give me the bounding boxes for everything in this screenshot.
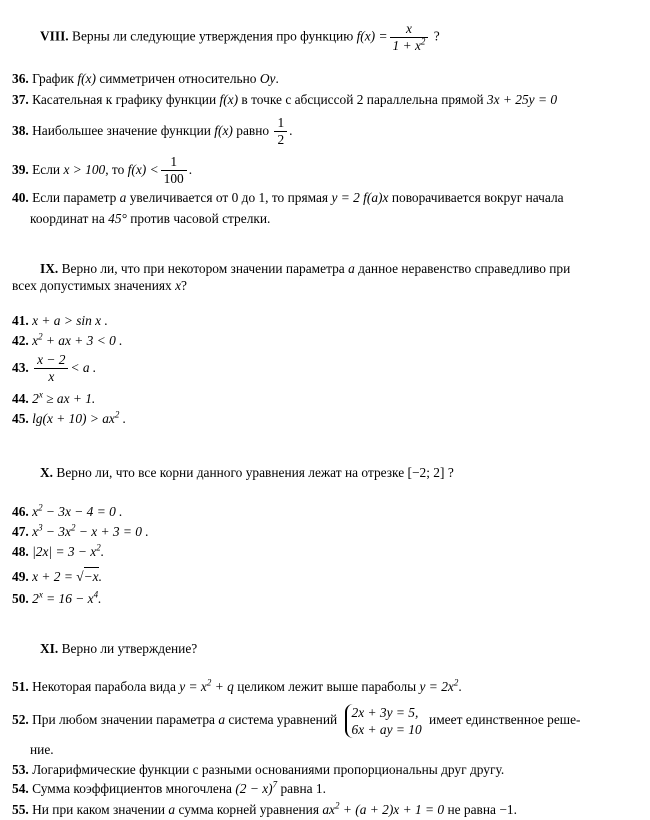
system-equation-1: 2x + 3y = 5, bbox=[351, 704, 419, 720]
equation bbox=[32, 544, 104, 559]
inequality bbox=[32, 391, 95, 406]
section-9-text: данное неравенство справедливо при bbox=[358, 261, 571, 276]
fraction-numerator: 1 bbox=[161, 155, 187, 171]
question-text: Если параметр bbox=[32, 190, 117, 205]
section-9-heading-continuation bbox=[12, 278, 187, 294]
parameter: a bbox=[119, 190, 127, 205]
equation bbox=[32, 567, 102, 584]
question-number: 40. bbox=[12, 190, 29, 205]
question-text: При любом значении параметра bbox=[32, 712, 215, 727]
section-11-title: XI. bbox=[40, 641, 59, 656]
question-text: Наибольшее значение функции bbox=[32, 123, 211, 138]
question-text: Ни при каком значении bbox=[32, 802, 166, 817]
term: |2x| = 3 − x bbox=[32, 544, 97, 559]
term: + q bbox=[214, 679, 234, 694]
fraction-numerator: x − 2 bbox=[34, 353, 68, 369]
section-9-text: Верно ли, что при некотором значении параметра bbox=[61, 261, 345, 276]
radicand: −x bbox=[83, 569, 99, 584]
parameter: a bbox=[348, 261, 355, 276]
question-52-continuation bbox=[30, 742, 54, 758]
question-number: 50. bbox=[12, 591, 29, 606]
question-text: симметричен относительно bbox=[99, 71, 257, 86]
term: . bbox=[122, 411, 127, 426]
question-number: 47. bbox=[12, 524, 29, 539]
term: + ax + 3 < 0 . bbox=[45, 333, 123, 348]
equation bbox=[32, 504, 122, 519]
question-54 bbox=[12, 781, 326, 797]
punctuation: . bbox=[458, 679, 462, 694]
parabola-1 bbox=[179, 679, 234, 694]
question-40-continuation bbox=[30, 211, 270, 227]
term: . bbox=[98, 569, 102, 584]
equation bbox=[32, 524, 149, 539]
axis-name: Oy bbox=[259, 71, 276, 86]
section-10-title: X. bbox=[40, 465, 54, 480]
denominator-base: 1 + x bbox=[392, 38, 421, 53]
question-49 bbox=[12, 569, 102, 585]
question-text: Если bbox=[32, 162, 61, 177]
formula: f(x) < bbox=[127, 162, 159, 177]
question-text: Касательная к графику функции bbox=[32, 92, 217, 107]
exponent: 2 bbox=[335, 800, 340, 811]
question-number: 39. bbox=[12, 162, 29, 177]
question-number: 38. bbox=[12, 123, 29, 138]
question-number: 42. bbox=[12, 333, 29, 348]
section-8-title: VIII. bbox=[40, 28, 69, 44]
fraction bbox=[161, 155, 187, 186]
inequality-rest: < a . bbox=[70, 360, 97, 375]
exponent: 2 bbox=[114, 409, 120, 420]
exponent: 7 bbox=[272, 779, 278, 790]
variable: x bbox=[175, 278, 182, 293]
section-8-func-lhs: f(x) = bbox=[356, 28, 388, 44]
question-41 bbox=[12, 313, 108, 329]
section-8-fraction bbox=[390, 22, 429, 53]
section-11-heading bbox=[40, 641, 197, 657]
term: x bbox=[32, 524, 39, 539]
question-text: не равна bbox=[447, 802, 496, 817]
question-number: 46. bbox=[12, 504, 29, 519]
question-50 bbox=[12, 591, 101, 607]
fraction-denominator: x bbox=[48, 369, 55, 385]
inequality bbox=[32, 411, 126, 426]
question-number: 43. bbox=[12, 360, 29, 375]
question-text: в точке с абсциссой 2 параллельна прямой bbox=[241, 92, 484, 107]
polynomial bbox=[235, 781, 277, 796]
question-46 bbox=[12, 504, 123, 520]
term: − x + 3 = 0 . bbox=[78, 524, 149, 539]
fraction bbox=[34, 353, 68, 384]
question-text: целиком лежит выше параболы bbox=[237, 679, 417, 694]
question-text: Некоторая парабола вида bbox=[32, 679, 176, 694]
term: − 3x bbox=[45, 524, 71, 539]
question-55 bbox=[12, 802, 517, 818]
question-text: Сумма коэффициентов многочлена bbox=[32, 781, 232, 796]
exponent: 2 bbox=[96, 542, 101, 553]
equation-system bbox=[345, 704, 422, 738]
system-equation-2: 6x + ay = 10 bbox=[351, 721, 422, 737]
fraction-numerator: x bbox=[390, 22, 429, 38]
question-38 bbox=[12, 114, 293, 148]
question-36 bbox=[12, 71, 279, 87]
question-text: имеет единственное реше- bbox=[429, 712, 581, 727]
parameter: a bbox=[168, 802, 176, 817]
term: (2 − x) bbox=[235, 781, 273, 796]
question-text: сумма корней уравнения bbox=[178, 802, 319, 817]
condition: x > 100 bbox=[63, 162, 106, 177]
exponent: x bbox=[38, 589, 43, 600]
question-text: координат на bbox=[30, 211, 105, 226]
exponent: 4 bbox=[93, 589, 99, 600]
term: . bbox=[98, 591, 102, 606]
segment: [−2; 2] bbox=[407, 465, 445, 480]
parameter: a bbox=[218, 712, 226, 727]
angle: 45° bbox=[108, 211, 127, 226]
punctuation: . bbox=[188, 162, 193, 177]
term: x + 2 = bbox=[32, 569, 73, 584]
section-8-tail: ? bbox=[433, 28, 440, 44]
question-40 bbox=[12, 190, 564, 206]
question-text: поворачивается вокруг начала bbox=[391, 190, 564, 205]
fraction bbox=[274, 116, 287, 147]
section-8-text: Верны ли следующие утверждения про функцию bbox=[72, 28, 354, 44]
punctuation: ? bbox=[447, 465, 454, 480]
exponent: 3 bbox=[38, 522, 43, 533]
term: + (a + 2)x + 1 = 0 bbox=[342, 802, 445, 817]
section-8-heading bbox=[40, 22, 440, 53]
punctuation: ? bbox=[181, 278, 187, 293]
question-number: 37. bbox=[12, 92, 29, 107]
question-number: 48. bbox=[12, 544, 29, 559]
term: x bbox=[32, 333, 39, 348]
punctuation: . bbox=[289, 123, 293, 138]
fraction-denominator: 100 bbox=[163, 171, 184, 187]
question-48 bbox=[12, 544, 104, 560]
question-text: система уравнений bbox=[228, 712, 338, 727]
section-9-heading bbox=[40, 261, 570, 277]
exponent: 2 bbox=[453, 677, 459, 688]
question-number: 52. bbox=[12, 712, 29, 727]
punctuation: . bbox=[275, 71, 279, 86]
term: ≥ ax + 1. bbox=[46, 391, 96, 406]
equation bbox=[32, 591, 101, 606]
term: ax bbox=[322, 802, 335, 817]
question-51 bbox=[12, 679, 462, 695]
inequality: x + a > sin x . bbox=[32, 313, 108, 328]
term: . bbox=[100, 544, 105, 559]
section-9-title: IX. bbox=[40, 261, 59, 276]
section-11-text: Верно ли утверждение? bbox=[61, 641, 198, 656]
question-52 bbox=[12, 700, 581, 740]
question-number: 41. bbox=[12, 313, 29, 328]
term: = 16 − x bbox=[46, 591, 94, 606]
exponent: 2 bbox=[38, 331, 43, 342]
question-number: 54. bbox=[12, 781, 29, 796]
exponent: 2 bbox=[70, 522, 76, 533]
equation bbox=[322, 802, 444, 817]
question-number: 49. bbox=[12, 569, 29, 584]
question-37 bbox=[12, 92, 557, 108]
question-text: увеличивается от 0 до 1, то прямая bbox=[129, 190, 329, 205]
question-text: против часовой стрелки. bbox=[130, 211, 271, 226]
denominator-exponent: 2 bbox=[420, 36, 426, 47]
fraction-numerator: 1 bbox=[274, 116, 287, 132]
question-53 bbox=[12, 762, 504, 778]
formula: f(x) bbox=[77, 71, 96, 86]
question-44 bbox=[12, 391, 95, 407]
term: − 3x − 4 = 0 . bbox=[45, 504, 123, 519]
question-text: ние. bbox=[30, 742, 54, 757]
parabola-2 bbox=[419, 677, 462, 694]
question-42 bbox=[12, 333, 123, 349]
term: y = x bbox=[179, 679, 207, 694]
question-45 bbox=[12, 411, 126, 427]
term: lg(x + 10) > ax bbox=[32, 411, 115, 426]
section-10-heading bbox=[40, 465, 454, 481]
exponent: 2 bbox=[206, 677, 212, 688]
question-39 bbox=[12, 153, 192, 187]
term: x bbox=[32, 504, 39, 519]
question-text: График bbox=[32, 71, 74, 86]
line-equation: y = 2 f(a)x bbox=[331, 190, 389, 205]
fraction-denominator: 2 bbox=[277, 132, 285, 148]
line-equation: 3x + 25y = 0 bbox=[486, 92, 558, 107]
term: 2 bbox=[32, 591, 39, 606]
term: y = 2x bbox=[419, 679, 454, 694]
question-number: 51. bbox=[12, 679, 29, 694]
term: 2 bbox=[32, 391, 39, 406]
question-text: Логарифмические функции с разными основаниями пропорциональны друг другу. bbox=[32, 762, 505, 777]
question-number: 36. bbox=[12, 71, 29, 86]
formula: f(x) bbox=[219, 92, 239, 107]
section-10-text: Верно ли, что все корни данного уравнения лежат на отрезке bbox=[56, 465, 405, 480]
question-number: 55. bbox=[12, 802, 29, 817]
inequality bbox=[32, 333, 122, 348]
question-number: 45. bbox=[12, 411, 29, 426]
section-9-text: всех допустимых значениях bbox=[12, 278, 172, 293]
question-43 bbox=[12, 350, 96, 386]
question-text: равно bbox=[236, 123, 270, 138]
question-number: 53. bbox=[12, 762, 29, 777]
exponent: x bbox=[38, 389, 43, 400]
formula: f(x) bbox=[214, 123, 233, 138]
question-47 bbox=[12, 524, 149, 540]
value: −1. bbox=[499, 802, 517, 817]
question-text: равна 1. bbox=[280, 781, 326, 796]
question-text: , то bbox=[105, 162, 125, 177]
fraction-denominator bbox=[390, 38, 429, 53]
question-number: 44. bbox=[12, 391, 29, 406]
exponent: 2 bbox=[38, 502, 43, 513]
radical-sign: √ bbox=[76, 569, 84, 584]
